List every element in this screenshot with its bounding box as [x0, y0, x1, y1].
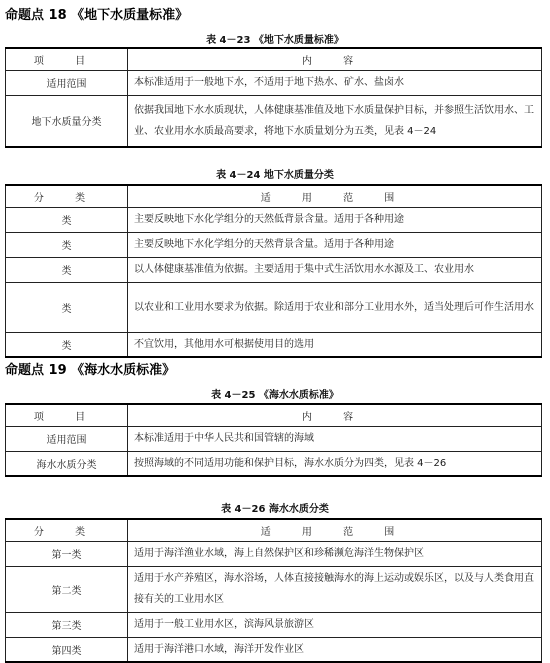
section-18-title: 命题点 18 《地下水质量标准》: [5, 8, 189, 23]
table-4-26: [5, 518, 542, 663]
row-item: 类: [6, 232, 128, 257]
row-content: 主要反映地下水化学组分的天然低背景含量。适用于各种用途: [128, 207, 542, 232]
row-item: 地下水质量分类: [6, 95, 128, 147]
table-row: [6, 637, 542, 662]
table-row: [6, 332, 542, 357]
table-row: [6, 232, 542, 257]
row-content: 以人体健康基准值为依据。主要适用于集中式生活饮用水水源及工、农业用水: [128, 257, 542, 282]
row-item: 适用范围: [6, 426, 128, 451]
header-item: 项 目: [6, 404, 128, 426]
table-4-23-caption: 表 4－23 《地下水质量标准》: [206, 35, 344, 46]
row-item: 类: [6, 332, 128, 357]
table-row: [6, 426, 542, 451]
table-row: [6, 612, 542, 637]
row-content: 依据我国地下水水质现状，人体健康基准值及地下水质量保护目标，并参照生活饮用水、工业、农业用水水质最高要求，将地下水质量划分为五类，见表 4－24: [128, 95, 542, 147]
table-header-row: [6, 519, 542, 541]
row-item: 类: [6, 207, 128, 232]
row-item: 适用范围: [6, 70, 128, 95]
row-content: 适用于水产养殖区，海水浴场，人体直接接触海水的海上运动或娱乐区，以及与人类食用直接有关的工业用水区: [128, 566, 542, 612]
row-content: 适用于海洋渔业水域，海上自然保护区和珍稀濒危海洋生物保护区: [128, 541, 542, 566]
table-row: [6, 541, 542, 566]
header-category: 分 类: [6, 519, 128, 541]
table-4-23: [5, 47, 542, 148]
header-category: 分 类: [6, 185, 128, 207]
table-row: [6, 70, 542, 95]
row-content: 以农业和工业用水要求为依据。除适用于农业和部分工业用水外，适当处理后可作生活用水: [128, 282, 542, 332]
row-item: 第一类: [6, 541, 128, 566]
header-scope: 适 用 范 围: [128, 519, 542, 541]
row-item: 第四类: [6, 637, 128, 662]
table-4-24: [5, 184, 542, 358]
table-row: [6, 451, 542, 476]
table-4-25-caption: 表 4－25 《海水水质标准》: [211, 390, 339, 401]
table-4-26-caption: 表 4－26 海水水质分类: [221, 504, 329, 515]
table-4-24-caption: 表 4－24 地下水质量分类: [216, 170, 334, 181]
row-content: 本标准适用于一般地下水，不适用于地下热水、矿水、盐卤水: [128, 70, 542, 95]
row-item: 海水水质分类: [6, 451, 128, 476]
row-item: 第三类: [6, 612, 128, 637]
row-content: 不宜饮用，其他用水可根据使用目的选用: [128, 332, 542, 357]
row-content: 主要反映地下水化学组分的天然背景含量。适用于各种用途: [128, 232, 542, 257]
table-row: [6, 282, 542, 332]
row-content: 本标准适用于中华人民共和国管辖的海域: [128, 426, 542, 451]
header-scope: 适 用 范 围: [128, 185, 542, 207]
table-row: [6, 257, 542, 282]
row-item: 第二类: [6, 566, 128, 612]
row-content: 按照海域的不同适用功能和保护目标，海水水质分为四类，见表 4－26: [128, 451, 542, 476]
table-header-row: [6, 404, 542, 426]
table-header-row: [6, 48, 542, 70]
table-4-25: [5, 403, 542, 477]
row-content: 适用于海洋港口水域，海洋开发作业区: [128, 637, 542, 662]
table-row: [6, 95, 542, 147]
header-content: 内 容: [128, 48, 542, 70]
section-19-title: 命题点 19 《海水水质标准》: [5, 363, 176, 378]
header-item: 项 目: [6, 48, 128, 70]
table-row: [6, 566, 542, 612]
header-content: 内 容: [128, 404, 542, 426]
row-item: 类: [6, 282, 128, 332]
table-header-row: [6, 185, 542, 207]
table-row: [6, 207, 542, 232]
row-item: 类: [6, 257, 128, 282]
row-content: 适用于一般工业用水区，滨海风景旅游区: [128, 612, 542, 637]
